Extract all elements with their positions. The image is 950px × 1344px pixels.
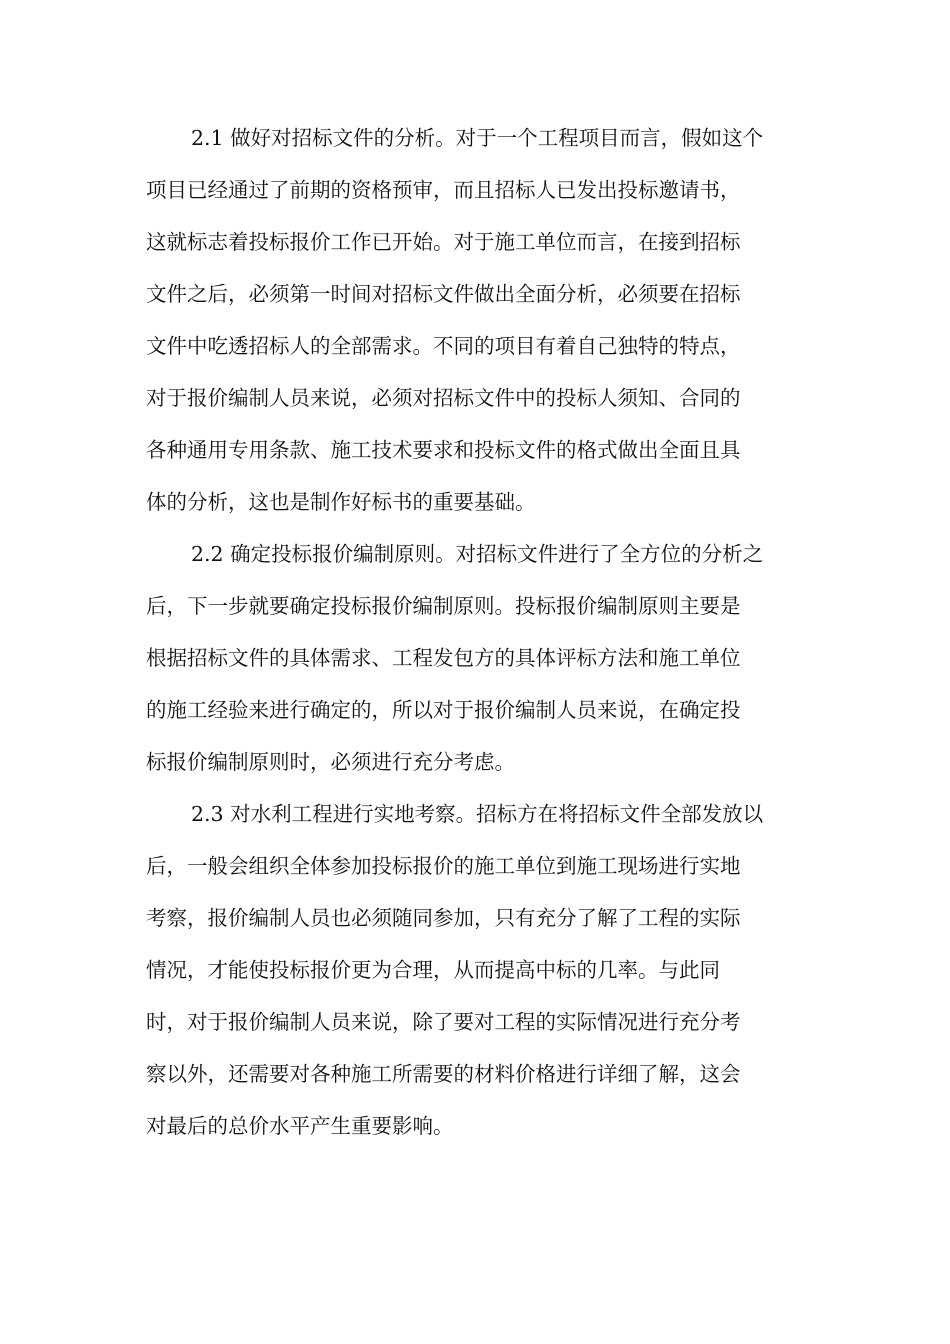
paragraph-line: 根据招标文件的具体需求、工程发包方的具体评标方法和施工单位 <box>146 646 741 670</box>
paragraph-line: 后，一般会组织全体参加投标报价的施工单位到施工现场进行实地 <box>146 854 741 878</box>
paragraph-line: 标报价编制原则时，必须进行充分考虑。 <box>146 750 515 774</box>
document-body <box>146 112 808 1152</box>
paragraph-line: 的施工经验来进行确定的，所以对于报价编制人员来说，在确定投 <box>146 698 741 722</box>
paragraph-line: 时，对于报价编制人员来说，除了要对工程的实际情况进行充分考 <box>146 1010 741 1034</box>
paragraph-line: 体的分析，这也是制作好标书的重要基础。 <box>146 490 536 514</box>
paragraph-line: 文件之后，必须第一时间对招标文件做出全面分析，必须要在招标 <box>146 282 741 306</box>
paragraph-2-3 <box>146 788 808 1152</box>
paragraph-line: 察以外，还需要对各种施工所需要的材料价格进行详细了解，这会 <box>146 1062 741 1086</box>
paragraph-2-2 <box>146 528 808 788</box>
paragraph-line: 2.3 对水利工程进行实地考察。招标方在将招标文件全部发放以 <box>191 802 764 826</box>
paragraph-line: 后，下一步就要确定投标报价编制原则。投标报价编制原则主要是 <box>146 594 741 618</box>
paragraph-line: 项目已经通过了前期的资格预审，而且招标人已发出投标邀请书， <box>146 178 741 202</box>
paragraph-line: 考察，报价编制人员也必须随同参加，只有充分了解了工程的实际 <box>146 906 741 930</box>
paragraph-line: 2.2 确定投标报价编制原则。对招标文件进行了全方位的分析之 <box>191 542 764 566</box>
paragraph-line: 对最后的总价水平产生重要影响。 <box>146 1114 454 1138</box>
paragraph-line: 对于报价编制人员来说，必须对招标文件中的投标人须知、合同的 <box>146 386 741 410</box>
paragraph-line: 2.1 做好对招标文件的分析。对于一个工程项目而言，假如这个 <box>191 126 764 150</box>
paragraph-2-1 <box>146 112 808 528</box>
paragraph-line: 这就标志着投标报价工作已开始。对于施工单位而言，在接到招标 <box>146 230 741 254</box>
paragraph-line: 情况，才能使投标报价更为合理，从而提高中标的几率。与此同 <box>146 958 720 982</box>
paragraph-line: 各种通用专用条款、施工技术要求和投标文件的格式做出全面且具 <box>146 438 741 462</box>
paragraph-line: 文件中吃透招标人的全部需求。不同的项目有着自己独特的特点， <box>146 334 741 358</box>
